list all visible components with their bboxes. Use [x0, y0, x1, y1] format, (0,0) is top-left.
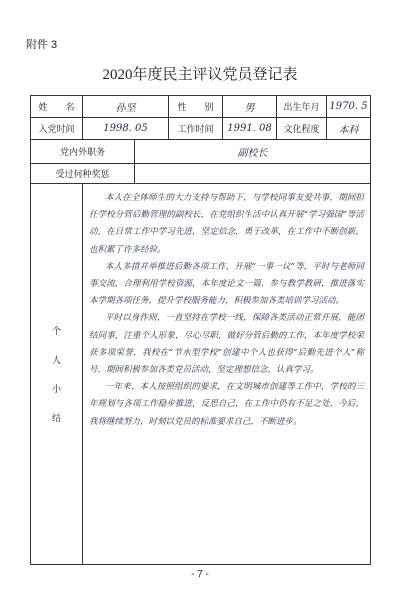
- attachment-label: 附件 3: [26, 39, 58, 51]
- education-label: 文化程度: [277, 118, 327, 140]
- party-post-label: 党内外职务: [31, 140, 135, 164]
- page-number: - 7 -: [191, 569, 209, 580]
- join-date-label: 入党时间: [31, 118, 83, 140]
- name-value: 孙坚: [83, 96, 169, 118]
- summary-label-char: 结: [51, 413, 61, 423]
- work-date-label: 工作时间: [169, 118, 223, 140]
- summary-label-char: 个: [51, 326, 61, 336]
- row-dates: [31, 118, 371, 140]
- summary-text-area: [83, 184, 371, 565]
- birth-label: 出生年月: [277, 96, 327, 118]
- row-awards: [31, 164, 371, 184]
- summary-paragraph: 本人多措并举推进后勤各项工作，开展“一事一议”等，平时与老师同事交流，合理利用学校资源，本年度论文一篇，参与教学教研，推进落实本学期各项任务，提升学校服务能力，积极参加各类培训学习活动。: [89, 261, 364, 307]
- summary-label: [31, 184, 83, 565]
- page-title: 2020年度民主评议党员登记表: [102, 67, 298, 83]
- row-party-post: [31, 140, 371, 164]
- row-summary: [31, 184, 371, 565]
- awards-value: [135, 164, 371, 184]
- join-date-value: 1998. 05: [83, 118, 169, 140]
- party-post-value: 副校长: [135, 140, 371, 164]
- summary-label-char: 小: [51, 384, 61, 394]
- gender-value: 男: [223, 96, 277, 118]
- summary-paragraph: 本人在全体师生的大力支持与帮助下，与学校同事友爱共事，期间担任学校分管后勤管理的副校长，在党组织生活中认真开展“学习强国”等活动，在日常工作中学习先进，坚定信念，勇于改革，在工作中不断创新，也积累了许多经验。: [89, 193, 364, 255]
- summary-paragraph: 一年来，本人按照组织的要求，在文明城市创建等工作中，学校的三年规划与各项工作稳步推进，反思自己，在工作中仍有不足之处，今后，我将继续努力，时刻以党员的标准要求自己，不断进步。: [89, 382, 364, 427]
- awards-label: 受过何种奖惩: [31, 164, 135, 184]
- gender-label: 性 别: [169, 96, 223, 118]
- education-value: 本科: [327, 118, 371, 140]
- birth-value: 1970. 5: [327, 96, 371, 118]
- registration-form-table: [30, 95, 371, 565]
- summary-label-char: 人: [51, 355, 61, 365]
- name-label: 姓 名: [31, 96, 83, 118]
- row-name: [31, 96, 371, 118]
- work-date-value: 1991. 08: [223, 118, 277, 140]
- summary-paragraph: 平时以身作则，一直坚持在学校一线，保障各类活动正常开展，能团结同事，注重个人形象，尽心尽职，做好分管后勤的工作，本年度学校荣获多项荣誉，我校在“节水型学校”创建中个人也获得“后勤先进个人”称号，期间积极参加各类党员活动，坚定理想信念，认真学习。: [89, 313, 364, 376]
